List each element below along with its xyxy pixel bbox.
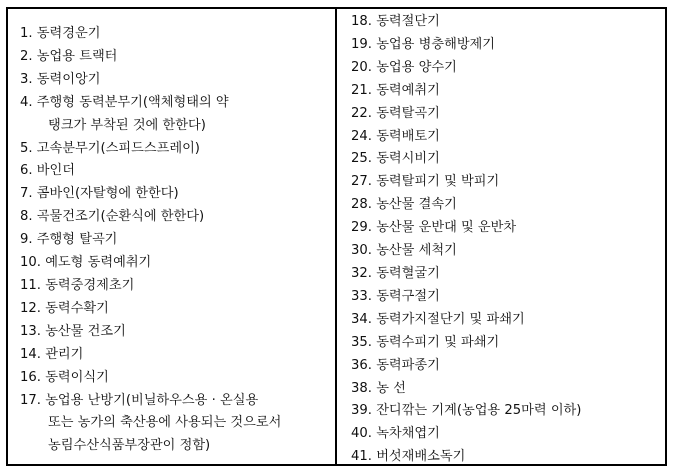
item-number: 10. [20,255,41,271]
item-text: 관리기 [45,346,84,362]
list-item [351,332,665,355]
item-number: 8. [20,209,33,225]
item-number: 27. [351,174,372,190]
item-text: 동력이앙기 [36,71,101,87]
item-text: 녹차채엽기 [376,426,440,442]
list-item [20,229,335,252]
item-number: 17. [20,392,41,408]
item-number: 18. [351,14,372,29]
list-item [351,378,665,401]
list-item [351,34,665,57]
list-item [351,126,665,149]
item-number: 30. [351,243,372,259]
list-item [351,217,665,240]
item-text: 농업용 양수기 [376,59,457,75]
list-item [351,103,665,126]
item-number: 16. [20,369,41,385]
item-text: 동력혈굴기 [376,265,440,281]
list-item [20,367,335,390]
list-item [351,309,665,332]
item-number: 25. [351,151,372,167]
item-number: 24. [351,128,372,144]
item-number: 2. [20,48,33,64]
item-number: 40. [351,426,372,442]
item-text: 동력경운기 [36,26,101,41]
item-text: 동력수확기 [45,300,109,316]
item-text: 농산물 건조기 [45,323,126,339]
list-item [351,240,665,263]
item-text: 동력시비기 [376,151,440,167]
list-item [351,194,665,217]
list-item [20,92,335,138]
item-text: 농산물 세척기 [376,243,457,259]
item-text-continuation: 또는 농가의 축산용에 사용되는 것으로서 [48,415,282,431]
list-item [20,321,335,344]
item-number: 13. [20,323,41,339]
machinery-list-table [6,7,667,466]
item-text: 동력이식기 [45,369,109,385]
list-item [20,183,335,206]
list-item [20,69,335,92]
item-text: 농업용 트랙터 [36,48,118,64]
item-text-continuation: 탱크가 부착된 것에 한한다) [48,117,206,133]
item-number: 11. [20,277,41,293]
item-text: 주행형 탈곡기 [36,232,118,248]
item-number: 1. [20,26,33,41]
item-text: 동력절단기 [376,14,440,29]
item-number: 12. [20,300,41,316]
list-item [20,275,335,298]
item-text: 동력탈곡기 [376,105,440,121]
item-text: 농업용 병충해방제기 [376,36,496,52]
item-number: 38. [351,380,372,396]
item-text: 버섯재배소독기 [376,449,466,465]
item-number: 22. [351,105,372,121]
item-text: 고속분무기(스피드스프레이) [36,140,200,156]
item-number: 19. [351,36,372,52]
item-number: 5. [20,140,33,156]
item-text: 바인더 [36,163,76,179]
list-item [351,423,665,446]
item-text: 동력구절기 [376,288,440,304]
item-number: 32. [351,265,372,281]
item-text: 농 선 [376,380,406,396]
item-text: 농산물 결속기 [376,197,457,213]
item-text: 동력탈피기 및 박피기 [376,174,500,190]
item-text: 농업용 난방기(비닐하우스용 · 온실용 [45,392,259,408]
left-column-list [20,23,335,458]
list-item [351,286,665,309]
list-item [20,344,335,367]
item-number: 20. [351,59,372,75]
list-item [20,46,335,69]
item-number: 4. [20,94,33,110]
item-number: 34. [351,311,372,327]
item-text: 잔디깎는 기계(농업용 25마력 이하) [376,403,582,419]
item-text: 동력예취기 [376,82,440,98]
right-column [337,9,665,464]
item-number: 9. [20,232,33,248]
left-column [8,9,337,464]
list-item [20,138,335,161]
list-item [20,23,335,46]
item-text: 콤바인(자탈형에 한한다) [36,186,179,202]
item-text: 예도형 동력예취기 [45,255,152,271]
item-number: 6. [20,163,33,179]
list-item [351,446,665,469]
list-item [351,148,665,171]
item-number: 3. [20,71,33,87]
item-number: 39. [351,403,372,419]
list-item [20,160,335,183]
list-item [20,206,335,229]
list-item [20,390,335,459]
item-text: 주행형 동력분무기(액체형태의 약 [36,94,229,110]
item-text: 동력가지절단기 및 파쇄기 [376,311,525,327]
item-number: 28. [351,197,372,213]
list-item [351,57,665,80]
list-item [351,263,665,286]
item-text: 농산물 운반대 및 운반차 [376,220,517,236]
list-item [20,298,335,321]
item-text: 동력배토기 [376,128,440,144]
item-text: 곡물건조기(순환식에 한한다) [36,209,205,225]
item-number: 36. [351,357,372,373]
item-number: 29. [351,220,372,236]
item-number: 14. [20,346,41,362]
item-number: 41. [351,449,372,465]
item-text: 동력중경제초기 [45,277,135,293]
item-number: 21. [351,82,372,98]
list-item [351,400,665,423]
item-number: 7. [20,186,33,202]
right-column-list [351,11,665,469]
list-item [20,252,335,275]
item-number: 35. [351,334,372,350]
list-item [351,11,665,34]
item-number: 33. [351,288,372,304]
list-item [351,355,665,378]
item-text: 동력수피기 및 파쇄기 [376,334,500,350]
item-text-continuation: 농림수산식품부장관이 정함) [48,438,211,454]
list-item [351,80,665,103]
list-item [351,171,665,194]
item-text: 동력파종기 [376,357,440,373]
